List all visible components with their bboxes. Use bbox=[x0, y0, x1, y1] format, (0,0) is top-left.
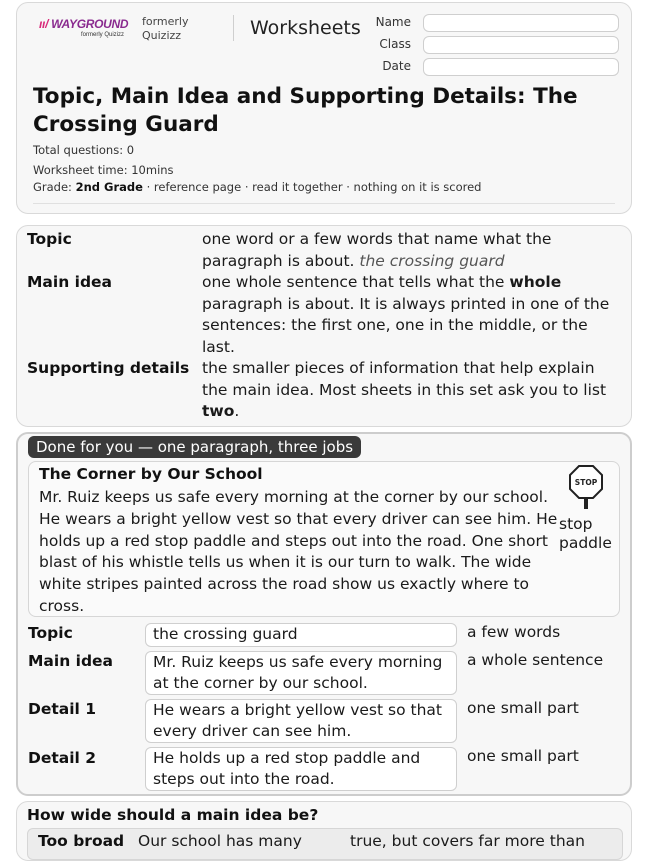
too-broad-row bbox=[27, 828, 623, 860]
class-field[interactable] bbox=[423, 36, 619, 54]
grade-line bbox=[33, 180, 482, 194]
term-supporting-details: Supporting details bbox=[27, 359, 190, 377]
grade-suffix: · reference page · read it together · nothing on it is scored bbox=[142, 180, 482, 194]
too-broad-note: true, but covers far more than bbox=[350, 832, 585, 850]
header-rule bbox=[33, 203, 615, 204]
worksheet-header bbox=[16, 2, 632, 214]
definitions-box bbox=[16, 225, 632, 427]
passage-box bbox=[28, 461, 620, 617]
hint-detail-1: one small part bbox=[467, 699, 579, 717]
hint-topic: a few words bbox=[467, 623, 561, 641]
definition-supporting-details bbox=[202, 358, 622, 423]
definition-topic-example: the crossing guard bbox=[359, 251, 505, 270]
passage-title: The Corner by Our School bbox=[39, 465, 263, 483]
definition-main-idea-after: paragraph is about. It is always printed in one of the sentences: the first one, one in the middle, or the last. bbox=[202, 294, 610, 356]
stop-caption-line-1: stop bbox=[559, 515, 593, 533]
name-label: Name bbox=[375, 15, 411, 29]
total-questions: Total questions: 0 bbox=[33, 143, 135, 157]
grade-prefix: Grade: bbox=[33, 180, 76, 194]
row-label-topic: Topic bbox=[28, 624, 73, 642]
row-label-main-idea: Main idea bbox=[28, 652, 114, 670]
name-field[interactable] bbox=[423, 14, 619, 32]
term-main-idea: Main idea bbox=[27, 273, 113, 291]
definition-supporting-after: . bbox=[234, 402, 240, 420]
definition-topic bbox=[202, 229, 622, 272]
answer-detail-2: He holds up a red stop paddle and steps out into the road. bbox=[145, 747, 457, 791]
stop-sign-text: STOP bbox=[574, 478, 598, 487]
definition-supporting-before: the smaller pieces of information that help explain the main idea. Most sheets in this set ask you to list bbox=[202, 359, 607, 399]
logo-mark-icon: ıı/ bbox=[39, 17, 49, 31]
definition-supporting-bold: two bbox=[202, 402, 235, 420]
definition-main-idea bbox=[202, 272, 622, 358]
definition-main-idea-bold: whole bbox=[509, 273, 562, 291]
width-section-title: How wide should a main idea be? bbox=[27, 806, 319, 824]
too-broad-label: Too broad bbox=[38, 832, 125, 850]
hint-main-idea: a whole sentence bbox=[467, 651, 604, 669]
stop-paddle-icon bbox=[569, 465, 603, 511]
date-field-row bbox=[367, 58, 619, 76]
term-topic: Topic bbox=[27, 230, 72, 248]
class-field-row bbox=[367, 36, 619, 54]
definition-topic-text: one word or a few words that name what the paragraph is about. bbox=[202, 230, 552, 270]
answer-topic: the crossing guard bbox=[145, 623, 457, 647]
worksheet-time: Worksheet time: 10mins bbox=[33, 163, 174, 177]
row-label-detail-2: Detail 2 bbox=[28, 749, 97, 767]
class-label: Class bbox=[379, 37, 411, 51]
logo-text: WAYGROUND bbox=[51, 17, 129, 31]
logo-subtext: formerly Quizizz bbox=[81, 32, 125, 38]
worked-example-box bbox=[16, 432, 632, 796]
date-label: Date bbox=[382, 59, 411, 73]
formerly-quizizz-note bbox=[142, 15, 189, 43]
definition-main-idea-before: one whole sentence that tells what the bbox=[202, 273, 510, 291]
hint-detail-2: one small part bbox=[467, 747, 579, 765]
row-label-detail-1: Detail 1 bbox=[28, 700, 97, 718]
date-field[interactable] bbox=[423, 58, 619, 76]
formerly-line-1: formerly bbox=[142, 15, 189, 28]
formerly-line-2: Quizizz bbox=[142, 29, 182, 42]
stop-paddle-caption bbox=[559, 515, 612, 553]
main-idea-width-box bbox=[16, 801, 632, 861]
stop-caption-line-2: paddle bbox=[559, 534, 612, 552]
worked-example-tag: Done for you — one paragraph, three jobs bbox=[28, 436, 361, 458]
page-title: Topic, Main Idea and Supporting Details: The Crossing Guard bbox=[33, 84, 578, 137]
answer-main-idea: Mr. Ruiz keeps us safe every morning at the corner by our school. bbox=[145, 651, 457, 695]
too-broad-example: Our school has many bbox=[138, 832, 302, 850]
passage-text: Mr. Ruiz keeps us safe every morning at the corner by our school. He wears a bright yellow vest so that every driver can see him. He holds up a red stop paddle and steps out into the road. One short blast of his whistle tells us when it is our turn to walk. The wide white stripes painted across the road show us exactly where to cross. bbox=[39, 488, 558, 615]
header-divider bbox=[233, 15, 234, 41]
worksheets-label: Worksheets bbox=[250, 17, 361, 39]
wayground-logo bbox=[39, 17, 129, 43]
grade-value: 2nd Grade bbox=[75, 180, 143, 194]
answer-detail-1: He wears a bright yellow vest so that every driver can see him. bbox=[145, 699, 457, 743]
name-field-row bbox=[367, 14, 619, 32]
